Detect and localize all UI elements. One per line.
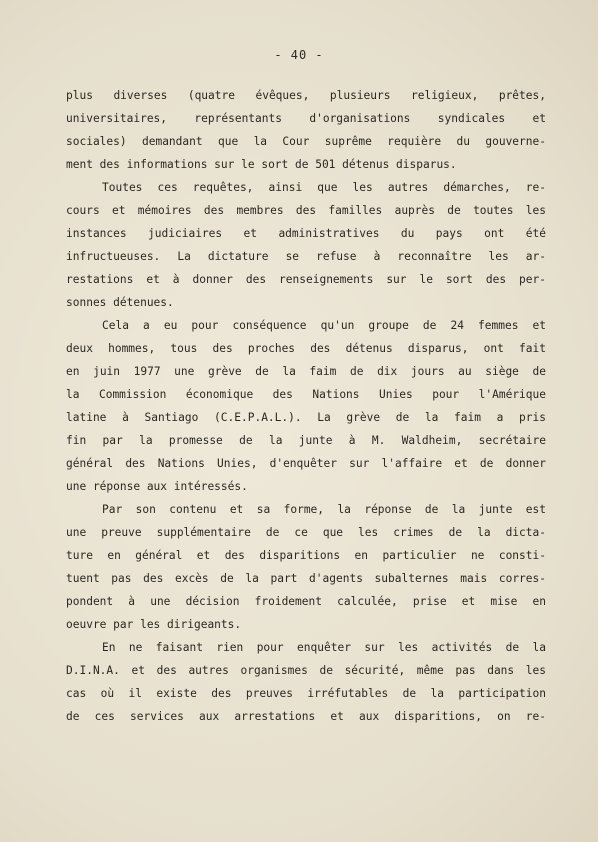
text-line: D.I.N.A. et des autres organismes de sécurité, même pas dans les bbox=[66, 664, 546, 677]
text-line: cours et mémoires des membres des familles auprès de toutes les bbox=[66, 204, 546, 217]
paragraph bbox=[66, 636, 546, 728]
text-line: tuent pas des excès de la part d'agents subalternes mais corres- bbox=[66, 572, 546, 585]
text-line: sociales) demandant que la Cour suprême requière du gouverne- bbox=[66, 135, 546, 148]
text-line: général des Nations Unies, d'enquêter sur l'affaire et de donner bbox=[66, 457, 546, 470]
text-line: la Commission économique des Nations Unies pour l'Amérique bbox=[66, 388, 546, 401]
text-line: En ne faisant rien pour enquêter sur les activités de la bbox=[102, 641, 546, 654]
text-line: instances judiciaires et administratives du pays ont été bbox=[66, 227, 546, 240]
text-line: oeuvre par les dirigeants. bbox=[66, 618, 242, 631]
text-line: en juin 1977 une grève de la faim de dix jours au siège de bbox=[66, 365, 546, 378]
text-line: infructueuses. La dictature se refuse à reconnaître les ar- bbox=[66, 250, 546, 263]
text-line: fin par la promesse de la junte à M. Waldheim, secrétaire bbox=[66, 434, 546, 447]
text-line: deux hommes, tous des proches des détenus disparus, ont fait bbox=[66, 342, 546, 355]
text-line: plus diverses (quatre évêques, plusieurs religieux, prêtes, bbox=[66, 89, 546, 102]
text-line: Par son contenu et sa forme, la réponse de la junte est bbox=[102, 503, 546, 516]
text-line: Cela a eu pour conséquence qu'un groupe de 24 femmes et bbox=[102, 319, 546, 332]
paragraph bbox=[66, 498, 546, 636]
text-line: une réponse aux intéressés. bbox=[66, 480, 248, 493]
body-text bbox=[66, 84, 546, 728]
paragraph bbox=[66, 314, 546, 498]
text-line: sonnes détenues. bbox=[66, 296, 174, 309]
text-line: universitaires, représentants d'organisations syndicales et bbox=[66, 112, 546, 125]
page-number: - 40 - bbox=[274, 48, 324, 62]
text-line: Toutes ces requêtes, ainsi que les autres démarches, re- bbox=[102, 181, 546, 194]
text-line: ture en général et des disparitions en particulier ne consti- bbox=[66, 549, 546, 562]
text-line: cas où il existe des preuves irréfutables de la participation bbox=[66, 687, 546, 700]
text-line: restations et à donner des renseignements sur le sort des per- bbox=[66, 273, 546, 286]
paragraph bbox=[66, 84, 546, 176]
text-line: de ces services aux arrestations et aux disparitions, on re- bbox=[66, 710, 546, 723]
text-line: une preuve supplémentaire de ce que les crimes de la dicta- bbox=[66, 526, 546, 539]
text-line: ment des informations sur le sort de 501 détenus disparus. bbox=[66, 158, 457, 171]
text-line: pondent à une décision froidement calculée, prise et mise en bbox=[66, 595, 546, 608]
text-line: latine à Santiago (C.E.P.A.L.). La grève de la faim a pris bbox=[66, 411, 546, 424]
paragraph bbox=[66, 176, 546, 314]
